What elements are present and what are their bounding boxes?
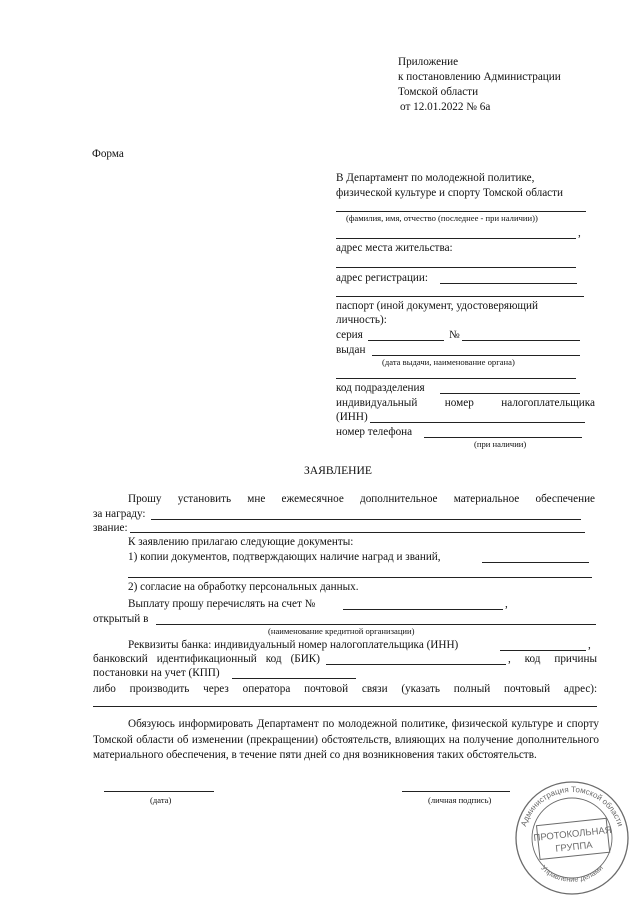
kpp-word-2: код <box>524 653 541 665</box>
postal-word-1: либо <box>93 683 116 695</box>
official-stamp <box>512 776 632 896</box>
bank-caption: (наименование кредитной организации) <box>268 626 415 636</box>
inn-word-3: налогоплательщика <box>501 397 596 409</box>
subdivision-label: код подразделения <box>336 382 425 394</box>
fio-caption: (фамилия, имя, отчество (последнее - при наличии)) <box>346 213 538 223</box>
bik-word-1: банковский <box>93 653 148 665</box>
kpp-line[interactable] <box>232 678 356 679</box>
req-word-7: обеспечение <box>535 493 596 505</box>
postal-word-5: почтовой <box>304 683 349 695</box>
award-label: за награду: <box>93 508 146 520</box>
postal-word-9: почтовый <box>504 683 551 695</box>
attach-label: К заявлению прилагаю следующие документы: <box>128 536 354 548</box>
stamp-inner-line-2: ГРУППА <box>554 839 594 855</box>
postal-word-7: (указать <box>401 683 440 695</box>
postal-address-line[interactable] <box>93 706 597 707</box>
bik-word-4: (БИК) <box>290 653 320 665</box>
postal-word-8: полный <box>453 683 491 695</box>
bik-words <box>93 652 320 666</box>
award-line[interactable] <box>151 519 581 520</box>
postal-line <box>93 682 597 696</box>
kpp-words <box>508 652 597 666</box>
header-line-3: Томской области <box>398 86 479 98</box>
registration-label: адрес регистрации: <box>336 272 429 284</box>
signature-caption: (личная подпись) <box>428 795 492 805</box>
issued-label: выдан <box>336 344 366 356</box>
header-line-2: к постановлению Администрации <box>398 71 561 83</box>
bank-req-line: Реквизиты банка: индивидуальный номер налогоплательщика (ИНН) <box>128 639 459 651</box>
addressee-line-1: В Департамент по молодежной политике, <box>336 172 535 184</box>
residence-label: адрес места жительства: <box>336 242 453 254</box>
phone-caption: (при наличии) <box>474 439 527 449</box>
residence-line[interactable] <box>336 267 576 268</box>
doc1-line-2[interactable] <box>128 577 592 578</box>
stamp-outer-bottom-text: Управление делами <box>539 863 605 884</box>
inn-word-1: индивидуальный <box>336 397 418 409</box>
inn-word-2: номер <box>444 397 474 409</box>
series-line[interactable] <box>368 340 444 341</box>
addressee-line-2: физической культуре и спорту Томской области <box>336 187 564 199</box>
registration-line-1[interactable] <box>440 283 577 284</box>
postal-word-6: связи <box>361 683 388 695</box>
issued-caption: (дата выдачи, наименование органа) <box>382 357 515 367</box>
bank-inn-line[interactable] <box>500 650 586 651</box>
document-title: ЗАЯВЛЕНИЕ <box>304 464 372 477</box>
payment-comma: , <box>505 598 508 610</box>
inn-label: (ИНН) <box>336 411 368 423</box>
kpp-label: постановки на учет (КПП) <box>93 667 220 679</box>
passport-number-line[interactable] <box>462 340 580 341</box>
req-word-5: дополнительное <box>360 493 438 505</box>
date-line[interactable] <box>104 791 214 792</box>
doc-item-1: 1) копии документов, подтверждающих наличие наград и званий, <box>128 551 441 563</box>
passport-line-2: личность): <box>336 314 387 326</box>
req-word-6: материальное <box>453 493 520 505</box>
opened-label: открытый в <box>93 613 149 625</box>
registration-line-2[interactable] <box>336 296 584 297</box>
inn-line[interactable] <box>370 422 585 423</box>
payment-label: Выплату прошу перечислять на счет № <box>128 598 316 610</box>
phone-line[interactable] <box>424 437 582 438</box>
fio-line-1[interactable] <box>336 211 586 212</box>
phone-label: номер телефона <box>336 426 413 438</box>
date-caption: (дата) <box>150 795 172 805</box>
bank-name-line[interactable] <box>156 624 596 625</box>
kpp-word-3: причины <box>554 653 598 665</box>
rank-line[interactable] <box>130 532 585 533</box>
account-line[interactable] <box>343 609 503 610</box>
req-word-4: ежемесячное <box>281 493 344 505</box>
bik-word-2: идентификационный <box>156 653 257 665</box>
header-line-1: Приложение <box>398 56 459 68</box>
series-label: серия <box>336 329 363 341</box>
postal-word-2: производить <box>129 683 190 695</box>
obligation-paragraph: Обязуюсь информировать Департамент по молодежной политике, физической культуре и спорту Томской области об изменении (прекращении) обстоятельств, влияющих на получение дополнительного материального обеспечения, в течение пяти дней со дня возникновения таких обстоятельств. <box>93 718 599 761</box>
number-label: № <box>449 329 460 341</box>
req-word-2: установить <box>177 493 232 505</box>
request-line <box>128 492 595 506</box>
bik-line[interactable] <box>326 664 506 665</box>
req-word-3: мне <box>247 493 266 505</box>
postal-word-3: через <box>203 683 229 695</box>
kpp-word-1: , <box>508 653 511 665</box>
fio-comma: , <box>578 227 581 239</box>
inn-words <box>336 396 595 410</box>
subdivision-line[interactable] <box>440 393 580 394</box>
signature-line[interactable] <box>402 791 510 792</box>
postal-word-10: адрес): <box>563 683 598 695</box>
doc-item-2: 2) согласие на обработку персональных данных. <box>128 581 359 593</box>
stamp-inner-line-1: ПРОТОКОЛЬНАЯ <box>533 824 613 844</box>
bik-word-3: код <box>265 653 282 665</box>
stamp-outer-top-text: Администрация Томской области <box>519 784 625 828</box>
form-label: Форма <box>92 148 124 160</box>
doc1-line[interactable] <box>482 562 589 563</box>
issued-line-2[interactable] <box>336 378 576 379</box>
rank-label: звание: <box>93 522 128 534</box>
passport-line-1: паспорт (иной документ, удостоверяющий <box>336 300 539 312</box>
fio-line-2[interactable] <box>336 238 576 239</box>
issued-line[interactable] <box>372 355 580 356</box>
header-line-4: от 12.01.2022 № 6а <box>400 101 491 113</box>
req-word-1: Прошу <box>128 493 162 505</box>
bank-req-comma: , <box>588 639 591 651</box>
postal-word-4: оператора <box>242 683 291 695</box>
